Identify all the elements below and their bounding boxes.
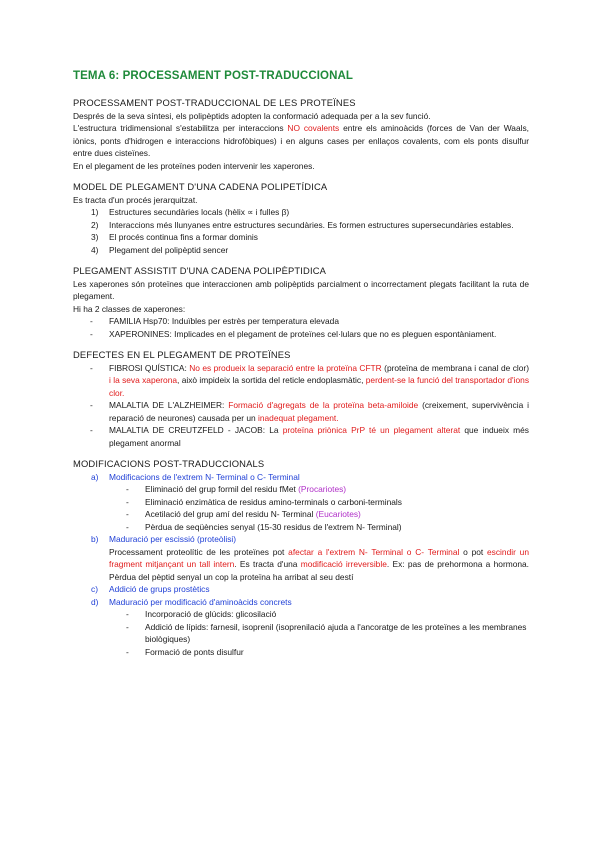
highlight-red: inadequat plegament.: [258, 412, 339, 423]
list-item: - MALALTIA DE CREUTZFELD - JACOB: La proteïna priònica PrP té un plegament alterat que indueix més plegament anormal: [90, 425, 529, 448]
sub-dash-list: [73, 608, 529, 658]
section-heading: PLEGAMENT ASSISTIT D'UNA CADENA POLIPÈPTIDICA: [73, 265, 327, 276]
subsection-label: Maduració per escissió (proteòlisi): [109, 534, 237, 544]
highlight-red: afectar a l'extrem N- Terminal o C- Terminal: [288, 546, 460, 557]
list-text: FAMILIA Hsp70: Induïbles per estrès per temperatura elevada: [109, 316, 339, 326]
text: (proteïna de membrana i canal de clor): [381, 362, 529, 373]
subsection-label: Addició de grups prostètics: [109, 584, 210, 594]
subsection-label: Modificacions de l'extrem N- Terminal o C- Terminal: [109, 471, 300, 482]
paragraph: Es tracta d'un procés jerarquitzat.: [73, 194, 198, 205]
list-item: - XAPERONINES: Implicades en el plegament de proteïnes cel·lulars que no es pleguen espontàniament.: [90, 328, 497, 339]
list-item: [73, 206, 529, 219]
alpha-list: [73, 471, 529, 484]
highlight-purple: (Eucariotes): [315, 509, 361, 519]
list-item: - Eliminació enzimàtica de residus amino-terminals o carboni-terminals: [126, 496, 402, 507]
page-title: TEMA 6: PROCESSAMENT POST-TRADUCCIONAL: [73, 70, 354, 82]
list-item: - FAMILIA Hsp70: Induïbles per estrès per temperatura elevada: [90, 316, 339, 326]
text: . Ex: pas de prehormona a hormona. Pèrdua del pèptid senyal un cop la proteïna ha arribat al seu destí: [109, 559, 530, 582]
list-item: - Acetilació del grup amí del residu N- Terminal (Eucariotes): [126, 509, 361, 519]
list-item: - FIBROSI QUÍSTICA: No es produeix la separació entre la proteïna CFTR (proteïna de membrana i canal de clor) i la seva xaperona, això impideix la sortida del reticle endoplasmàtic, perdent-se la funció del transportador d'ions clor.: [90, 362, 530, 398]
list-number: 1): [91, 207, 99, 217]
alpha-list: [73, 533, 529, 546]
section-heading: MODEL DE PLEGAMENT D'UNA CADENA POLIPETÍDICA: [73, 181, 328, 192]
list-item-c: [73, 583, 529, 596]
section-heading: PROCESSAMENT POST-TRADUCCIONAL DE LES PROTEÏNES: [73, 97, 356, 108]
list-item: - Formació de ponts disulfur: [126, 646, 244, 657]
list-letter: b): [91, 534, 99, 544]
list-item: - Incorporació de glúcids: glicosilació: [126, 609, 277, 619]
highlight-red: escindir un fragment mitjançant un tall intern: [109, 546, 529, 569]
list-item: - Pèrdua de seqüències senyal (15-30 residus de l'extrem N- Terminal): [126, 521, 402, 532]
dash-list: [73, 362, 529, 450]
alpha-list: [73, 583, 529, 608]
list-item: [73, 231, 529, 244]
text: (creixement, supervivència i reparació de neurones) causada per un: [109, 400, 529, 423]
highlight-red: proteïna priònica PrP té un plegament alterat: [282, 425, 461, 435]
list-text: Formació de ponts disulfur: [145, 646, 244, 657]
paragraph: [73, 122, 529, 160]
section-model: [73, 181, 529, 256]
highlight-red: No es produeix la separació entre la proteïna CFTR: [189, 362, 382, 373]
dash-list: [73, 315, 529, 340]
list-text: Acetilació del grup amí del residu N- Terminal: [145, 509, 316, 519]
list-item-b: [73, 533, 529, 546]
section-defectes: [73, 349, 529, 449]
text: FIBROSI QUÍSTICA:: [109, 362, 190, 373]
list-item: [73, 244, 529, 257]
list-text: Addició de lípids: farnesil, isoprenil (isoprenilació ajuda a l'ancoratge de les proteïnes a les membranes biològiques): [145, 621, 527, 644]
section-plegament-assistit: [73, 265, 529, 340]
text: que indueix més plegament anormal: [109, 425, 529, 448]
list-text: XAPERONINES: Implicades en el plegament de proteïnes cel·lulars que no es pleguen espontàniament.: [109, 328, 497, 339]
text: L'estructura tridimensional s'estabilitza per interaccions: [73, 123, 288, 133]
text: MALALTIA DE CREUTZFELD - JACOB: La: [109, 425, 283, 435]
paragraph: Les xaperones són proteïnes que interaccionen amb polipèptids parcialment o incorrectament plegats facilitant la ruta de plegament.: [73, 278, 529, 301]
list-item-a: [73, 471, 529, 484]
text: entre els aminoàcids (forces de Van der Waals, iònics, ponts d'hidrogen e interaccions hidrofòbiques) i en alguns cases per enllaços covalents, com els ponts disulfur entre dues cisteïnes.: [73, 123, 529, 158]
text: o pot: [459, 546, 488, 557]
text: . Es tracta d'una: [234, 559, 301, 569]
list-text: Incorporació de glúcids: glicosilació: [145, 609, 277, 619]
list-item: - Eliminació del grup formil del residu fMet (Procariotes): [126, 484, 347, 494]
paragraph: En el plegament de les proteïnes poden intervenir les xaperones.: [73, 160, 315, 171]
paragraph: Després de la seva síntesi, els polipèptids adopten la conformació adequada per a la sev funció.: [73, 110, 431, 121]
list-item: - Addició de lípids: farnesil, isoprenil (isoprenilació ajuda a l'ancoratge de les proteïnes a les membranes biològiques): [126, 621, 527, 644]
highlight-red: Formació d'agregats de la proteïna beta-amiloide: [228, 400, 419, 410]
highlight-red: modificació irreversible: [300, 559, 387, 569]
subsection-label: Maduració per modificació d'aminoàcids concrets: [109, 596, 292, 607]
list-number: 3): [91, 232, 99, 242]
list-number: 2): [91, 219, 99, 230]
list-item: - MALALTIA DE L'ALZHEIMER: Formació d'agregats de la proteïna beta-amiloide (creixement, supervivència i reparació de neurones) causada per un inadequat plegament.: [90, 400, 529, 423]
highlight-purple: (Procariotes): [298, 484, 347, 494]
text: Processament proteolític de les proteïnes pot: [109, 546, 289, 557]
paragraph: [73, 546, 529, 584]
highlight-red: i la seva xaperona: [109, 375, 178, 385]
list-letter: c): [91, 584, 98, 594]
list-text: Pèrdua de seqüències senyal (15-30 residus de l'extrem N- Terminal): [145, 521, 402, 532]
section-modificacions: [73, 458, 529, 658]
list-text: Plegament del polipèptid sencer: [109, 244, 229, 255]
document-page: [73, 70, 529, 667]
highlight-red: NO covalents: [287, 123, 340, 133]
list-text: Interaccions més llunyanes entre estructures secundàries. Es formen estructures supersecundàries estables.: [109, 219, 514, 230]
list-text: El procés continua fins a formar dominis: [109, 232, 258, 242]
list-number: 4): [91, 244, 99, 255]
text: MALALTIA DE L'ALZHEIMER:: [109, 400, 229, 410]
section-processament: [73, 97, 529, 172]
paragraph: Hi ha 2 classes de xaperones:: [73, 303, 186, 314]
highlight-red: perdent-se la funció del transportador d'ions clor.: [109, 375, 530, 398]
text: , això impideix la sortida del reticle endoplasmàtic,: [177, 375, 366, 385]
list-item: [73, 219, 529, 232]
list-letter: a): [91, 471, 99, 482]
list-text: Estructures secundàries locals (hèlix ∝ i fulles β): [109, 207, 290, 217]
section-heading: MODIFICACIONS POST-TRADUCCIONALS: [73, 458, 265, 469]
section-heading: DEFECTES EN EL PLEGAMENT DE PROTEÏNES: [73, 349, 291, 360]
list-text: Eliminació enzimàtica de residus amino-terminals o carboni-terminals: [145, 496, 402, 507]
list-letter: d): [91, 596, 99, 607]
sub-dash-list: [73, 483, 529, 533]
list-item-d: [73, 596, 529, 609]
list-text: Eliminació del grup formil del residu fMet: [145, 484, 299, 494]
numbered-list: [73, 206, 529, 256]
